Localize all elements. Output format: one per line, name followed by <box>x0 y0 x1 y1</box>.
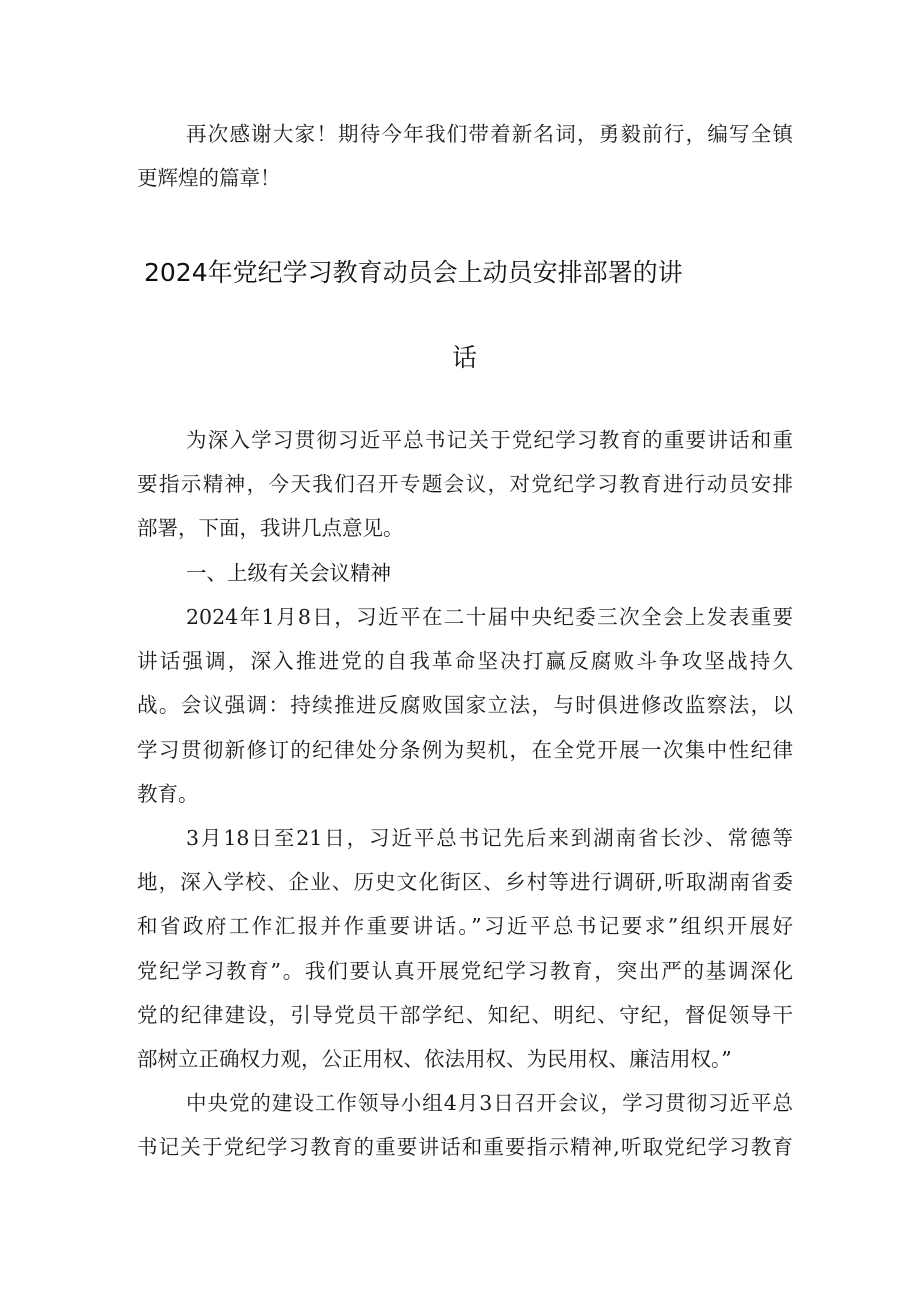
paragraph-2-line-5: 教育。 <box>137 782 199 806</box>
paragraph-2-line-3: 战。会议强调：持续推进反腐败国家立法，与时俱进修改监察法，以 <box>137 693 793 717</box>
document-title-line-2: 话 <box>452 343 478 372</box>
document-title-line-1: 2024年党纪学习教育动员会上动员安排部署的讲 <box>144 258 683 287</box>
intro-line-1: 再次感谢大家！期待今年我们带着新名词，勇毅前行，编写全镇 <box>186 122 793 146</box>
paragraph-1-line-3: 部署，下面，我讲几点意见。 <box>137 516 404 540</box>
paragraph-4-line-2: 书记关于党纪学习教育的重要讲话和重要指示精神,听取党纪学习教育 <box>137 1135 793 1159</box>
paragraph-2-line-1: 2024年1月8日，习近平在二十届中央纪委三次全会上发表重要 <box>186 605 793 629</box>
paragraph-4-line-1: 中央党的建设工作领导小组4月3日召开会议，学习贯彻习近平总 <box>186 1091 793 1115</box>
paragraph-1-line-2: 要指示精神，今天我们召开专题会议，对党纪学习教育进行动员安排 <box>137 472 793 496</box>
paragraph-3-line-3: 和省政府工作汇报并作重要讲话。”习近平总书记要求”组织开展好 <box>137 914 793 938</box>
intro-line-2: 更辉煌的篇章！ <box>137 166 281 190</box>
section-1-heading: 一、上级有关会议精神 <box>186 561 391 585</box>
paragraph-2-line-2: 讲话强调，深入推进党的自我革命坚决打赢反腐败斗争攻坚战持久 <box>137 649 793 673</box>
paragraph-3-line-1: 3月18日至21日，习近平总书记先后来到湖南省长沙、常德等 <box>186 826 793 850</box>
paragraph-3-line-4: 党纪学习教育”。我们要认真开展党纪学习教育，突出严的基调深化 <box>137 959 793 983</box>
paragraph-3-line-5: 党的纪律建设，引导党员干部学纪、知纪、明纪、守纪，督促领导干 <box>137 1003 793 1027</box>
paragraph-1-line-1: 为深入学习贯彻习近平总书记关于党纪学习教育的重要讲话和重 <box>186 428 793 452</box>
paragraph-3-line-6: 部树立正确权力观，公正用权、依法用权、为民用权、廉洁用权。” <box>137 1047 732 1071</box>
paragraph-2-line-4: 学习贯彻新修订的纪律处分条例为契机，在全党开展一次集中性纪律 <box>137 738 793 762</box>
paragraph-3-line-2: 地，深入学校、企业、历史文化街区、乡村等进行调研,听取湖南省委 <box>137 870 793 894</box>
